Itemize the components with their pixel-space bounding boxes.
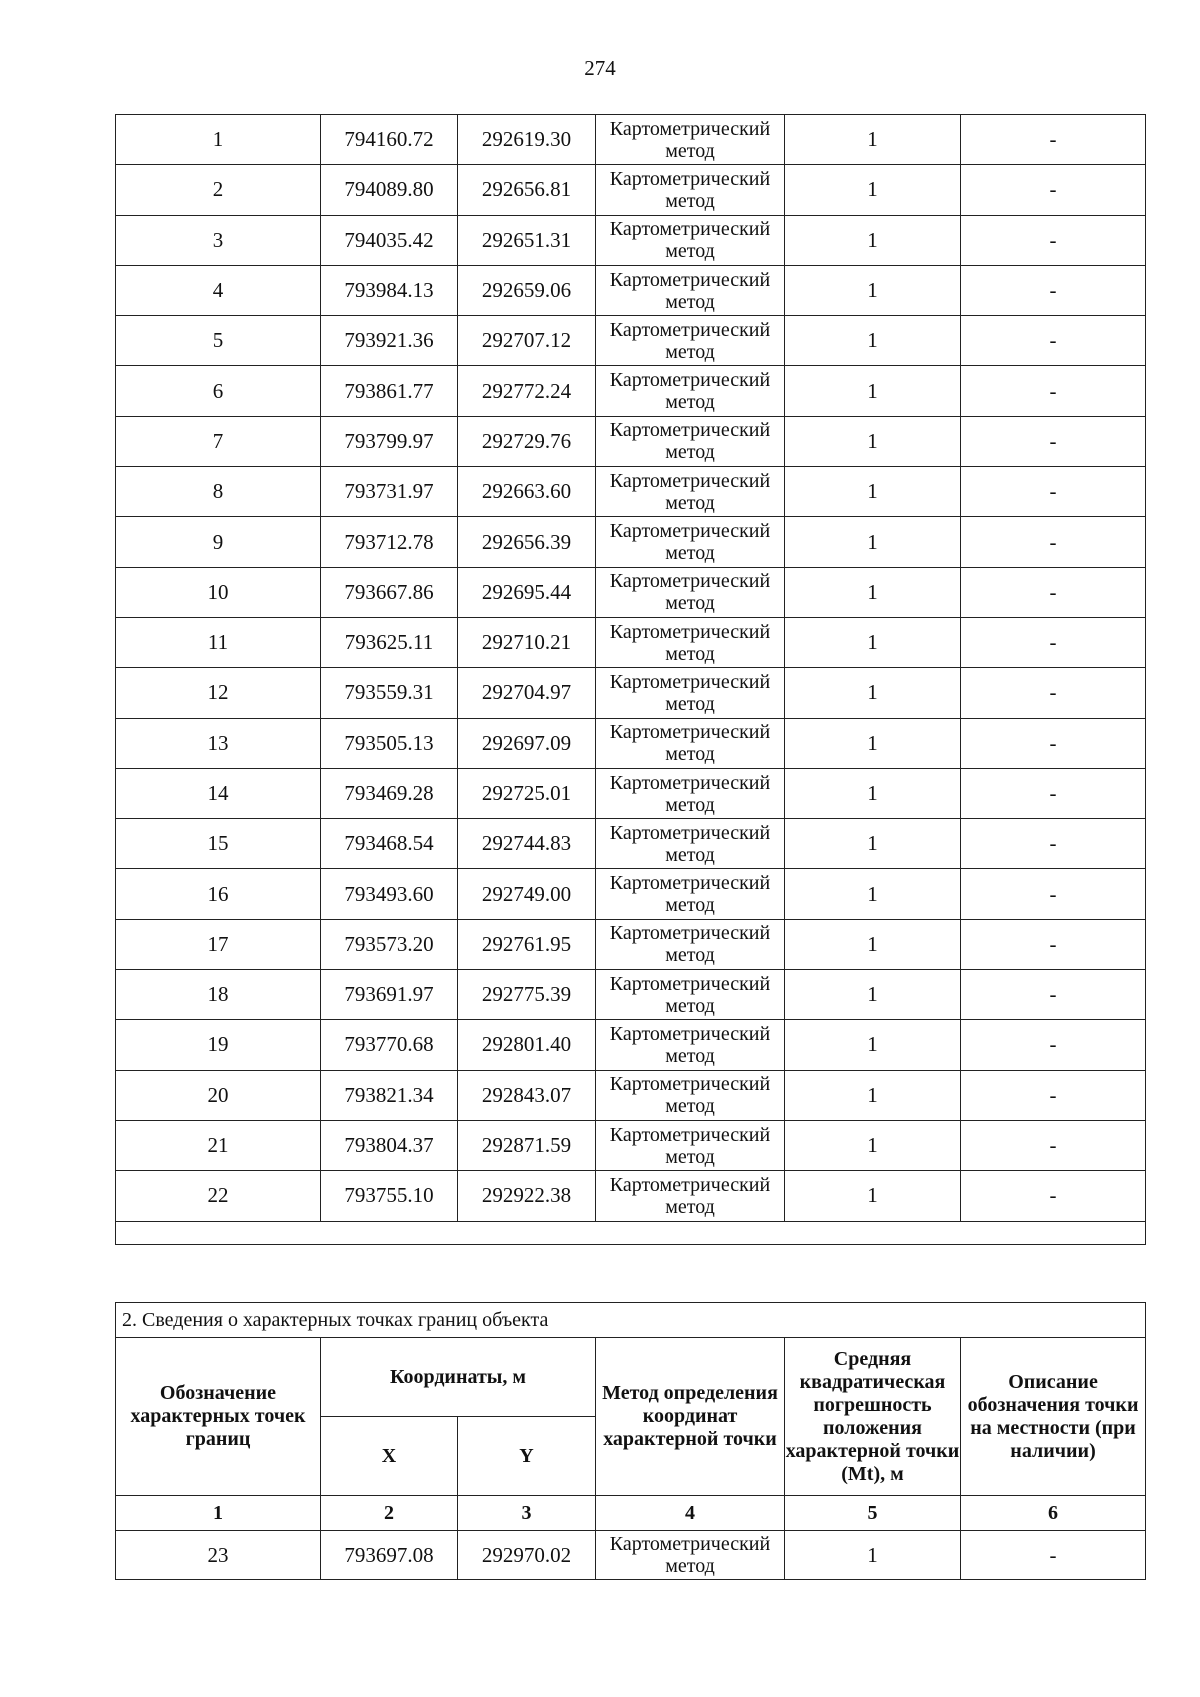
column-number: 5 bbox=[785, 1496, 961, 1531]
point-number-cell: 6 bbox=[116, 366, 321, 416]
method-cell: Картометрический метод bbox=[596, 768, 785, 818]
mean-error-cell: 1 bbox=[785, 819, 961, 869]
mean-error-cell: 1 bbox=[785, 970, 961, 1020]
table-row bbox=[116, 718, 1146, 768]
method-cell: Картометрический метод bbox=[596, 517, 785, 567]
description-cell: - bbox=[961, 718, 1146, 768]
y-coordinate-cell: 292651.31 bbox=[458, 215, 596, 265]
x-coordinate-cell: 794160.72 bbox=[321, 115, 458, 165]
point-number-cell: 21 bbox=[116, 1120, 321, 1170]
method-cell: Картометрический метод bbox=[596, 919, 785, 969]
x-coordinate-cell: 793697.08 bbox=[321, 1531, 458, 1580]
point-number-cell: 4 bbox=[116, 265, 321, 315]
header-y: Y bbox=[458, 1417, 596, 1496]
method-cell: Картометрический метод bbox=[596, 115, 785, 165]
description-cell: - bbox=[961, 869, 1146, 919]
y-coordinate-cell: 292656.81 bbox=[458, 165, 596, 215]
method-cell: Картометрический метод bbox=[596, 668, 785, 718]
table-row bbox=[116, 617, 1146, 667]
x-coordinate-cell: 793984.13 bbox=[321, 265, 458, 315]
description-cell: - bbox=[961, 265, 1146, 315]
x-coordinate-cell: 794089.80 bbox=[321, 165, 458, 215]
header-coordinates: Координаты, м bbox=[321, 1338, 596, 1417]
x-coordinate-cell: 793469.28 bbox=[321, 768, 458, 818]
x-coordinate-cell: 793493.60 bbox=[321, 869, 458, 919]
mean-error-cell: 1 bbox=[785, 115, 961, 165]
description-cell: - bbox=[961, 366, 1146, 416]
description-cell: - bbox=[961, 416, 1146, 466]
x-coordinate-cell: 793799.97 bbox=[321, 416, 458, 466]
x-coordinate-cell: 793559.31 bbox=[321, 668, 458, 718]
point-number-cell: 10 bbox=[116, 567, 321, 617]
method-cell: Картометрический метод bbox=[596, 567, 785, 617]
header-description: Описание обозначения точки на местности (при наличии) bbox=[961, 1338, 1146, 1496]
y-coordinate-cell: 292801.40 bbox=[458, 1020, 596, 1070]
description-cell: - bbox=[961, 316, 1146, 366]
mean-error-cell: 1 bbox=[785, 366, 961, 416]
y-coordinate-cell: 292761.95 bbox=[458, 919, 596, 969]
point-number-cell: 15 bbox=[116, 819, 321, 869]
table-row bbox=[116, 668, 1146, 718]
table-row bbox=[116, 416, 1146, 466]
mean-error-cell: 1 bbox=[785, 668, 961, 718]
table-row bbox=[116, 567, 1146, 617]
y-coordinate-cell: 292619.30 bbox=[458, 115, 596, 165]
y-coordinate-cell: 292970.02 bbox=[458, 1531, 596, 1580]
description-cell: - bbox=[961, 970, 1146, 1020]
method-cell: Картометрический метод bbox=[596, 165, 785, 215]
description-cell: - bbox=[961, 617, 1146, 667]
mean-error-cell: 1 bbox=[785, 165, 961, 215]
mean-error-cell: 1 bbox=[785, 1120, 961, 1170]
empty-row bbox=[116, 1221, 1146, 1244]
y-coordinate-cell: 292707.12 bbox=[458, 316, 596, 366]
x-coordinate-cell: 793667.86 bbox=[321, 567, 458, 617]
column-number: 3 bbox=[458, 1496, 596, 1531]
boundary-points-table-continued bbox=[115, 114, 1146, 1245]
point-number-cell: 13 bbox=[116, 718, 321, 768]
method-cell: Картометрический метод bbox=[596, 366, 785, 416]
y-coordinate-cell: 292922.38 bbox=[458, 1171, 596, 1221]
column-number: 1 bbox=[116, 1496, 321, 1531]
mean-error-cell: 1 bbox=[785, 517, 961, 567]
method-cell: Картометрический метод bbox=[596, 416, 785, 466]
method-cell: Картометрический метод bbox=[596, 316, 785, 366]
method-cell: Картометрический метод bbox=[596, 718, 785, 768]
method-cell: Картометрический метод bbox=[596, 215, 785, 265]
header-point-designation: Обозначение характерных точек границ bbox=[116, 1338, 321, 1496]
x-coordinate-cell: 793770.68 bbox=[321, 1020, 458, 1070]
description-cell: - bbox=[961, 467, 1146, 517]
y-coordinate-cell: 292871.59 bbox=[458, 1120, 596, 1170]
y-coordinate-cell: 292843.07 bbox=[458, 1070, 596, 1120]
mean-error-cell: 1 bbox=[785, 768, 961, 818]
point-number-cell: 22 bbox=[116, 1171, 321, 1221]
table-row bbox=[116, 919, 1146, 969]
table-2-body bbox=[116, 1531, 1146, 1580]
x-coordinate-cell: 793712.78 bbox=[321, 517, 458, 567]
description-cell: - bbox=[961, 165, 1146, 215]
y-coordinate-cell: 292775.39 bbox=[458, 970, 596, 1020]
mean-error-cell: 1 bbox=[785, 1070, 961, 1120]
page-number: 274 bbox=[584, 56, 616, 80]
y-coordinate-cell: 292697.09 bbox=[458, 718, 596, 768]
method-cell: Картометрический метод bbox=[596, 1020, 785, 1070]
column-number: 6 bbox=[961, 1496, 1146, 1531]
y-coordinate-cell: 292725.01 bbox=[458, 768, 596, 818]
mean-error-cell: 1 bbox=[785, 316, 961, 366]
empty-cell bbox=[116, 1221, 1146, 1244]
x-coordinate-cell: 793821.34 bbox=[321, 1070, 458, 1120]
description-cell: - bbox=[961, 215, 1146, 265]
x-coordinate-cell: 794035.42 bbox=[321, 215, 458, 265]
description-cell: - bbox=[961, 919, 1146, 969]
point-number-cell: 19 bbox=[116, 1020, 321, 1070]
method-cell: Картометрический метод bbox=[596, 617, 785, 667]
x-coordinate-cell: 793625.11 bbox=[321, 617, 458, 667]
mean-error-cell: 1 bbox=[785, 1531, 961, 1580]
description-cell: - bbox=[961, 1120, 1146, 1170]
description-cell: - bbox=[961, 1171, 1146, 1221]
point-number-cell: 18 bbox=[116, 970, 321, 1020]
x-coordinate-cell: 793573.20 bbox=[321, 919, 458, 969]
method-cell: Картометрический метод bbox=[596, 970, 785, 1020]
description-cell: - bbox=[961, 115, 1146, 165]
x-coordinate-cell: 793731.97 bbox=[321, 467, 458, 517]
table-row bbox=[116, 115, 1146, 165]
description-cell: - bbox=[961, 1070, 1146, 1120]
column-number: 4 bbox=[596, 1496, 785, 1531]
table-row bbox=[116, 316, 1146, 366]
point-number-cell: 1 bbox=[116, 115, 321, 165]
y-coordinate-cell: 292729.76 bbox=[458, 416, 596, 466]
y-coordinate-cell: 292749.00 bbox=[458, 869, 596, 919]
description-cell: - bbox=[961, 517, 1146, 567]
header-x: X bbox=[321, 1417, 458, 1496]
y-coordinate-cell: 292744.83 bbox=[458, 819, 596, 869]
x-coordinate-cell: 793861.77 bbox=[321, 366, 458, 416]
mean-error-cell: 1 bbox=[785, 265, 961, 315]
x-coordinate-cell: 793804.37 bbox=[321, 1120, 458, 1170]
method-cell: Картометрический метод bbox=[596, 819, 785, 869]
point-number-cell: 14 bbox=[116, 768, 321, 818]
method-cell: Картометрический метод bbox=[596, 1070, 785, 1120]
table-row bbox=[116, 1020, 1146, 1070]
mean-error-cell: 1 bbox=[785, 467, 961, 517]
table-row bbox=[116, 366, 1146, 416]
method-cell: Картометрический метод bbox=[596, 265, 785, 315]
table-row bbox=[116, 869, 1146, 919]
table-row bbox=[116, 768, 1146, 818]
mean-error-cell: 1 bbox=[785, 215, 961, 265]
point-number-cell: 23 bbox=[116, 1531, 321, 1580]
description-cell: - bbox=[961, 668, 1146, 718]
description-cell: - bbox=[961, 1531, 1146, 1580]
x-coordinate-cell: 793921.36 bbox=[321, 316, 458, 366]
table-1-body bbox=[116, 115, 1146, 1245]
point-number-cell: 12 bbox=[116, 668, 321, 718]
point-number-cell: 9 bbox=[116, 517, 321, 567]
table-row bbox=[116, 819, 1146, 869]
point-number-cell: 7 bbox=[116, 416, 321, 466]
y-coordinate-cell: 292695.44 bbox=[458, 567, 596, 617]
column-number: 2 bbox=[321, 1496, 458, 1531]
description-cell: - bbox=[961, 819, 1146, 869]
table-row bbox=[116, 165, 1146, 215]
x-coordinate-cell: 793691.97 bbox=[321, 970, 458, 1020]
mean-error-cell: 1 bbox=[785, 1020, 961, 1070]
y-coordinate-cell: 292656.39 bbox=[458, 517, 596, 567]
mean-error-cell: 1 bbox=[785, 617, 961, 667]
mean-error-cell: 1 bbox=[785, 919, 961, 969]
x-coordinate-cell: 793755.10 bbox=[321, 1171, 458, 1221]
mean-error-cell: 1 bbox=[785, 416, 961, 466]
mean-error-cell: 1 bbox=[785, 567, 961, 617]
table-row bbox=[116, 215, 1146, 265]
method-cell: Картометрический метод bbox=[596, 1531, 785, 1580]
point-number-cell: 17 bbox=[116, 919, 321, 969]
header-mean-error: Средняя квадратическая погрешность положения характерной точки (Mt), м bbox=[785, 1338, 961, 1496]
y-coordinate-cell: 292772.24 bbox=[458, 366, 596, 416]
point-number-cell: 16 bbox=[116, 869, 321, 919]
mean-error-cell: 1 bbox=[785, 718, 961, 768]
description-cell: - bbox=[961, 567, 1146, 617]
method-cell: Картометрический метод bbox=[596, 869, 785, 919]
method-cell: Картометрический метод bbox=[596, 1120, 785, 1170]
x-coordinate-cell: 793468.54 bbox=[321, 819, 458, 869]
mean-error-cell: 1 bbox=[785, 869, 961, 919]
table-row bbox=[116, 517, 1146, 567]
table-row bbox=[116, 970, 1146, 1020]
point-number-cell: 3 bbox=[116, 215, 321, 265]
y-coordinate-cell: 292710.21 bbox=[458, 617, 596, 667]
table-row bbox=[116, 265, 1146, 315]
table-row bbox=[116, 1070, 1146, 1120]
header-method: Метод определения координат характерной точки bbox=[596, 1338, 785, 1496]
point-number-cell: 11 bbox=[116, 617, 321, 667]
point-number-cell: 5 bbox=[116, 316, 321, 366]
method-cell: Картометрический метод bbox=[596, 1171, 785, 1221]
y-coordinate-cell: 292659.06 bbox=[458, 265, 596, 315]
table-row bbox=[116, 1120, 1146, 1170]
description-cell: - bbox=[961, 1020, 1146, 1070]
table-row bbox=[116, 1531, 1146, 1580]
table-row bbox=[116, 467, 1146, 517]
table-row bbox=[116, 1171, 1146, 1221]
y-coordinate-cell: 292663.60 bbox=[458, 467, 596, 517]
point-number-cell: 20 bbox=[116, 1070, 321, 1120]
section-title: 2. Сведения о характерных точках границ объекта bbox=[116, 1303, 1146, 1338]
mean-error-cell: 1 bbox=[785, 1171, 961, 1221]
y-coordinate-cell: 292704.97 bbox=[458, 668, 596, 718]
method-cell: Картометрический метод bbox=[596, 467, 785, 517]
point-number-cell: 8 bbox=[116, 467, 321, 517]
boundary-points-table bbox=[115, 1302, 1146, 1580]
description-cell: - bbox=[961, 768, 1146, 818]
point-number-cell: 2 bbox=[116, 165, 321, 215]
x-coordinate-cell: 793505.13 bbox=[321, 718, 458, 768]
